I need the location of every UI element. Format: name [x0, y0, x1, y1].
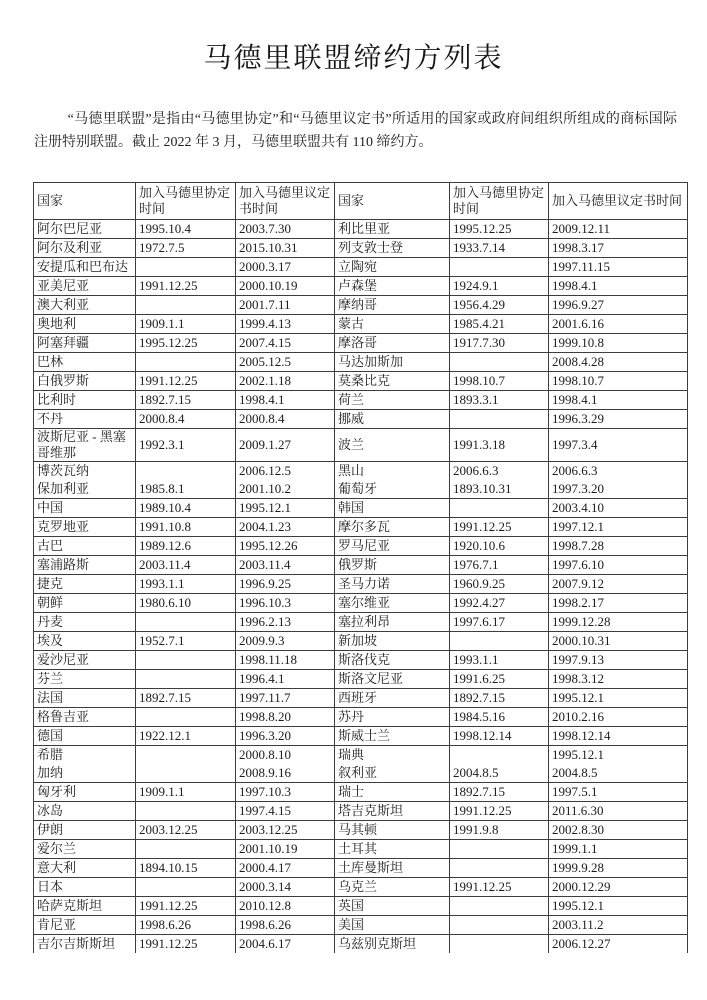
table-cell: 2006.12.27: [549, 935, 688, 954]
table-row: [34, 651, 688, 670]
table-row: [34, 764, 688, 783]
table-row: [34, 783, 688, 802]
table-cell: 英国: [335, 897, 450, 916]
table-cell: 2010.12.8: [236, 897, 335, 916]
table-cell: 1892.7.15: [450, 783, 549, 802]
table-row: [34, 429, 688, 462]
table-row: [34, 410, 688, 429]
table-cell: 阿尔巴尼亚: [34, 220, 136, 239]
table-cell: 乌克兰: [335, 878, 450, 897]
table-cell: 西班牙: [335, 689, 450, 708]
table-cell: 保加利亚: [34, 480, 136, 499]
table-cell: 2000.3.17: [236, 258, 335, 277]
table-cell: 卢森堡: [335, 277, 450, 296]
table-cell: 摩洛哥: [335, 334, 450, 353]
table-cell: 葡萄牙: [335, 480, 450, 499]
table-cell: [136, 296, 236, 315]
table-cell: [136, 840, 236, 859]
table-cell: 斯洛伐克: [335, 651, 450, 670]
table-cell: 1998.4.1: [549, 391, 688, 410]
table-cell: 1984.5.16: [450, 708, 549, 727]
table-row: [34, 802, 688, 821]
table-row: [34, 916, 688, 935]
table-cell: 1998.11.18: [236, 651, 335, 670]
table-cell: 利比里亚: [335, 220, 450, 239]
table-cell: 1998.7.28: [549, 537, 688, 556]
table-cell: 日本: [34, 878, 136, 897]
table-cell: 1920.10.6: [450, 537, 549, 556]
table-cell: 埃及: [34, 632, 136, 651]
table-cell: 2000.4.17: [236, 859, 335, 878]
table-cell: 2006.12.5: [236, 462, 335, 481]
table-cell: [136, 670, 236, 689]
table-cell: 2000.12.29: [549, 878, 688, 897]
table-cell: [450, 410, 549, 429]
table-cell: 2004.6.17: [236, 935, 335, 954]
table-cell: 1996.4.1: [236, 670, 335, 689]
table-cell: 1989.10.4: [136, 499, 236, 518]
table-cell: [136, 764, 236, 783]
table-cell: 1997.10.3: [236, 783, 335, 802]
table-cell: 2003.12.25: [136, 821, 236, 840]
table-cell: 芬兰: [34, 670, 136, 689]
table-row: [34, 499, 688, 518]
table-cell: [136, 258, 236, 277]
table-cell: 1909.1.1: [136, 783, 236, 802]
table-cell: 白俄罗斯: [34, 372, 136, 391]
table-cell: 1995.12.26: [236, 537, 335, 556]
table-cell: 2009.1.27: [236, 429, 335, 462]
table-cell: 1998.12.14: [549, 727, 688, 746]
table-cell: 罗马尼亚: [335, 537, 450, 556]
table-cell: 摩尔多瓦: [335, 518, 450, 537]
table-cell: 1998.6.26: [236, 916, 335, 935]
table-cell: 1976.7.1: [450, 556, 549, 575]
table-cell: 1998.4.1: [236, 391, 335, 410]
table-row: [34, 575, 688, 594]
table-cell: 1922.12.1: [136, 727, 236, 746]
table-row: [34, 613, 688, 632]
table-row: [34, 859, 688, 878]
table-cell: 比利时: [34, 391, 136, 410]
table-cell: 1991.6.25: [450, 670, 549, 689]
table-cell: 1998.8.20: [236, 708, 335, 727]
table-cell: 立陶宛: [335, 258, 450, 277]
table-header-cell: 国家: [335, 183, 450, 220]
table-cell: 1995.12.1: [549, 689, 688, 708]
table-cell: 波斯尼亚 - 黑塞哥维那: [34, 429, 136, 462]
table-cell: [136, 462, 236, 481]
table-cell: 美国: [335, 916, 450, 935]
table-cell: 1995.10.4: [136, 220, 236, 239]
table-cell: 1991.12.25: [136, 372, 236, 391]
table-cell: 1997.11.15: [549, 258, 688, 277]
table-cell: 摩纳哥: [335, 296, 450, 315]
table-cell: 瑞典: [335, 746, 450, 765]
table-cell: 新加坡: [335, 632, 450, 651]
table-cell: 1917.7.30: [450, 334, 549, 353]
table-cell: 巴林: [34, 353, 136, 372]
table-cell: 1997.5.1: [549, 783, 688, 802]
table-cell: 格鲁吉亚: [34, 708, 136, 727]
table-cell: [450, 353, 549, 372]
table-cell: 蒙古: [335, 315, 450, 334]
table-cell: 莫桑比克: [335, 372, 450, 391]
table-cell: 肯尼亚: [34, 916, 136, 935]
table-cell: 2007.4.15: [236, 334, 335, 353]
table-cell: 塞尔维亚: [335, 594, 450, 613]
table-cell: 1999.1.1: [549, 840, 688, 859]
table-cell: 叙利亚: [335, 764, 450, 783]
table-cell: 1998.12.14: [450, 727, 549, 746]
table-cell: 希腊: [34, 746, 136, 765]
table-cell: 1995.12.25: [450, 220, 549, 239]
table-cell: [450, 840, 549, 859]
table-cell: 2003.11.4: [236, 556, 335, 575]
table-cell: [136, 651, 236, 670]
table-cell: 2003.7.30: [236, 220, 335, 239]
table-row: [34, 353, 688, 372]
contracting-parties-table: [33, 182, 688, 953]
table-cell: 1995.12.25: [136, 334, 236, 353]
table-cell: 1960.9.25: [450, 575, 549, 594]
table-cell: 克罗地亚: [34, 518, 136, 537]
table-cell: 2015.10.31: [236, 239, 335, 258]
table-cell: 亚美尼亚: [34, 277, 136, 296]
table-cell: 斯威士兰: [335, 727, 450, 746]
table-cell: 俄罗斯: [335, 556, 450, 575]
table-row: [34, 258, 688, 277]
table-cell: 1893.3.1: [450, 391, 549, 410]
table-cell: 1909.1.1: [136, 315, 236, 334]
table-cell: 澳大利亚: [34, 296, 136, 315]
table-cell: 2000.8.10: [236, 746, 335, 765]
table-header: [34, 183, 688, 220]
table-cell: 1999.4.13: [236, 315, 335, 334]
table-cell: 斯洛文尼亚: [335, 670, 450, 689]
table-cell: 安提瓜和巴布达: [34, 258, 136, 277]
table-cell: 2008.4.28: [549, 353, 688, 372]
table-cell: [450, 632, 549, 651]
table-cell: 2005.12.5: [236, 353, 335, 372]
table-cell: 1993.1.1: [450, 651, 549, 670]
table-cell: 苏丹: [335, 708, 450, 727]
table-row: [34, 391, 688, 410]
table-cell: 塞拉利昂: [335, 613, 450, 632]
table-cell: 1992.4.27: [450, 594, 549, 613]
table-cell: [136, 878, 236, 897]
table-cell: 吉尔吉斯斯坦: [34, 935, 136, 954]
table-cell: 中国: [34, 499, 136, 518]
table-cell: 1996.9.25: [236, 575, 335, 594]
table-cell: 2009.12.11: [549, 220, 688, 239]
table-cell: 1893.10.31: [450, 480, 549, 499]
table-header-cell: 加入马德里协定时间: [450, 183, 549, 220]
table-cell: 1999.12.28: [549, 613, 688, 632]
table-cell: 2001.7.11: [236, 296, 335, 315]
table-cell: 伊朗: [34, 821, 136, 840]
table-row: [34, 480, 688, 499]
table-cell: 2000.10.31: [549, 632, 688, 651]
table-cell: 1998.4.1: [549, 277, 688, 296]
table-row: [34, 632, 688, 651]
table-cell: 土库曼斯坦: [335, 859, 450, 878]
table-row: [34, 277, 688, 296]
table-row: [34, 462, 688, 481]
table-cell: [450, 916, 549, 935]
table-row: [34, 537, 688, 556]
table-cell: 2001.10.19: [236, 840, 335, 859]
table-cell: 马其顿: [335, 821, 450, 840]
table-cell: 乌兹别克斯坦: [335, 935, 450, 954]
table-cell: 圣马力诺: [335, 575, 450, 594]
table-cell: 1997.4.15: [236, 802, 335, 821]
table-row: [34, 220, 688, 239]
table-cell: 1992.3.1: [136, 429, 236, 462]
table-header-cell: 加入马德里协定时间: [136, 183, 236, 220]
table-cell: 黑山: [335, 462, 450, 481]
table-row: [34, 840, 688, 859]
table-cell: 1998.3.12: [549, 670, 688, 689]
table-cell: 加纳: [34, 764, 136, 783]
table-cell: 2002.8.30: [549, 821, 688, 840]
table-cell: 2000.3.14: [236, 878, 335, 897]
table-cell: 1999.10.8: [549, 334, 688, 353]
table-row: [34, 372, 688, 391]
table-cell: 2004.8.5: [450, 764, 549, 783]
table-cell: [450, 935, 549, 954]
table-cell: 1991.3.18: [450, 429, 549, 462]
table-cell: 1892.7.15: [450, 689, 549, 708]
table-cell: 1998.3.17: [549, 239, 688, 258]
table-cell: 丹麦: [34, 613, 136, 632]
table-cell: 2007.9.12: [549, 575, 688, 594]
table-row: [34, 689, 688, 708]
table-cell: 匈牙利: [34, 783, 136, 802]
table-cell: 1998.10.7: [549, 372, 688, 391]
table-cell: [136, 708, 236, 727]
table-cell: 1995.12.1: [549, 897, 688, 916]
table-cell: 1998.10.7: [450, 372, 549, 391]
table-cell: 古巴: [34, 537, 136, 556]
table-cell: 奥地利: [34, 315, 136, 334]
table-cell: 1924.9.1: [450, 277, 549, 296]
table-cell: 1991.12.25: [450, 802, 549, 821]
table-row: [34, 746, 688, 765]
table-cell: 2001.10.2: [236, 480, 335, 499]
table-cell: 2003.11.2: [549, 916, 688, 935]
table-cell: 1991.12.25: [450, 878, 549, 897]
table-row: [34, 594, 688, 613]
table-cell: 1995.12.1: [236, 499, 335, 518]
table-cell: 1985.4.21: [450, 315, 549, 334]
table-row: [34, 334, 688, 353]
table-cell: 阿塞拜疆: [34, 334, 136, 353]
table-cell: 挪威: [335, 410, 450, 429]
table-cell: 捷克: [34, 575, 136, 594]
table-cell: 法国: [34, 689, 136, 708]
table-cell: 1980.6.10: [136, 594, 236, 613]
table-cell: 阿尔及利亚: [34, 239, 136, 258]
table-cell: 2009.9.3: [236, 632, 335, 651]
table-cell: 2000.10.19: [236, 277, 335, 296]
table-cell: 1997.3.20: [549, 480, 688, 499]
table-row: [34, 727, 688, 746]
table-cell: 1996.3.20: [236, 727, 335, 746]
table-row: [34, 315, 688, 334]
table-cell: [136, 613, 236, 632]
table-cell: 1991.12.25: [136, 897, 236, 916]
table-cell: 韩国: [335, 499, 450, 518]
table-cell: 1991.12.25: [136, 277, 236, 296]
table-cell: 2004.1.23: [236, 518, 335, 537]
intro-paragraph: “马德里联盟”是指由“马德里协定”和“马德里议定书”所适用的国家或政府间组织所组成的商标国际注册特别联盟。截止 2022 年 3 月，马德里联盟共有 110 缔约方。: [34, 112, 677, 150]
table-cell: 1991.12.25: [450, 518, 549, 537]
table-cell: [450, 258, 549, 277]
table-cell: 1933.7.14: [450, 239, 549, 258]
table-cell: 爱尔兰: [34, 840, 136, 859]
table-cell: 2004.8.5: [549, 764, 688, 783]
table-cell: 1998.6.26: [136, 916, 236, 935]
table-cell: 1997.12.1: [549, 518, 688, 537]
table-cell: 1997.6.17: [450, 613, 549, 632]
table-cell: 博茨瓦纳: [34, 462, 136, 481]
table-cell: 2000.8.4: [236, 410, 335, 429]
table-row: [34, 670, 688, 689]
table-cell: 1894.10.15: [136, 859, 236, 878]
table-cell: [450, 499, 549, 518]
table-header-row: [34, 183, 688, 220]
table-cell: 朝鲜: [34, 594, 136, 613]
table-cell: [136, 802, 236, 821]
table-cell: 意大利: [34, 859, 136, 878]
table-cell: [136, 353, 236, 372]
table-row: [34, 239, 688, 258]
table-cell: 冰岛: [34, 802, 136, 821]
table-cell: 1892.7.15: [136, 391, 236, 410]
table-cell: 1991.10.8: [136, 518, 236, 537]
table-cell: 1952.7.1: [136, 632, 236, 651]
table-cell: 列支敦士登: [335, 239, 450, 258]
table-cell: 哈萨克斯坦: [34, 897, 136, 916]
table-cell: 1956.4.29: [450, 296, 549, 315]
table-cell: 2006.6.3: [549, 462, 688, 481]
table-cell: 塔吉克斯坦: [335, 802, 450, 821]
table-cell: 瑞士: [335, 783, 450, 802]
table-cell: 1995.12.1: [549, 746, 688, 765]
table-cell: 1993.1.1: [136, 575, 236, 594]
table-cell: 2000.8.4: [136, 410, 236, 429]
table-cell: 2003.12.25: [236, 821, 335, 840]
table-cell: 1997.11.7: [236, 689, 335, 708]
table-cell: 1998.2.17: [549, 594, 688, 613]
table-cell: 不丹: [34, 410, 136, 429]
table-cell: 1999.9.28: [549, 859, 688, 878]
table-cell: 2002.1.18: [236, 372, 335, 391]
table-row: [34, 821, 688, 840]
table-cell: 2003.11.4: [136, 556, 236, 575]
table-cell: 1892.7.15: [136, 689, 236, 708]
table-cell: 1996.9.27: [549, 296, 688, 315]
table-cell: 2008.9.16: [236, 764, 335, 783]
table-cell: 1991.9.8: [450, 821, 549, 840]
table-cell: 1991.12.25: [136, 935, 236, 954]
table-cell: 1997.3.4: [549, 429, 688, 462]
table-cell: [450, 746, 549, 765]
table-cell: 波兰: [335, 429, 450, 462]
table-cell: 2001.6.16: [549, 315, 688, 334]
page-title: 马德里联盟缔约方列表: [203, 43, 504, 74]
table-header-cell: 加入马德里议定书时间: [549, 183, 688, 220]
table-cell: 1989.12.6: [136, 537, 236, 556]
table-cell: [450, 859, 549, 878]
table-header-cell: 加入马德里议定书时间: [236, 183, 335, 220]
table-cell: 1972.7.5: [136, 239, 236, 258]
table-row: [34, 935, 688, 954]
table-cell: 土耳其: [335, 840, 450, 859]
table-cell: 1996.10.3: [236, 594, 335, 613]
table-cell: 2006.6.3: [450, 462, 549, 481]
table-cell: [136, 746, 236, 765]
table-cell: 德国: [34, 727, 136, 746]
table-cell: 2003.4.10: [549, 499, 688, 518]
table-row: [34, 897, 688, 916]
table-row: [34, 708, 688, 727]
table-row: [34, 556, 688, 575]
table-cell: 2011.6.30: [549, 802, 688, 821]
table-cell: 1997.9.13: [549, 651, 688, 670]
table-row: [34, 878, 688, 897]
table-cell: 2010.2.16: [549, 708, 688, 727]
table-cell: 1996.2.13: [236, 613, 335, 632]
table-body: [34, 220, 688, 954]
table-row: [34, 518, 688, 537]
table-header-cell: 国家: [34, 183, 136, 220]
table-cell: 荷兰: [335, 391, 450, 410]
table-cell: 1997.6.10: [549, 556, 688, 575]
table-cell: 马达加斯加: [335, 353, 450, 372]
table-cell: [450, 897, 549, 916]
table-row: [34, 296, 688, 315]
table-cell: 塞浦路斯: [34, 556, 136, 575]
table-cell: 1996.3.29: [549, 410, 688, 429]
table-cell: 爱沙尼亚: [34, 651, 136, 670]
table-cell: 1985.8.1: [136, 480, 236, 499]
